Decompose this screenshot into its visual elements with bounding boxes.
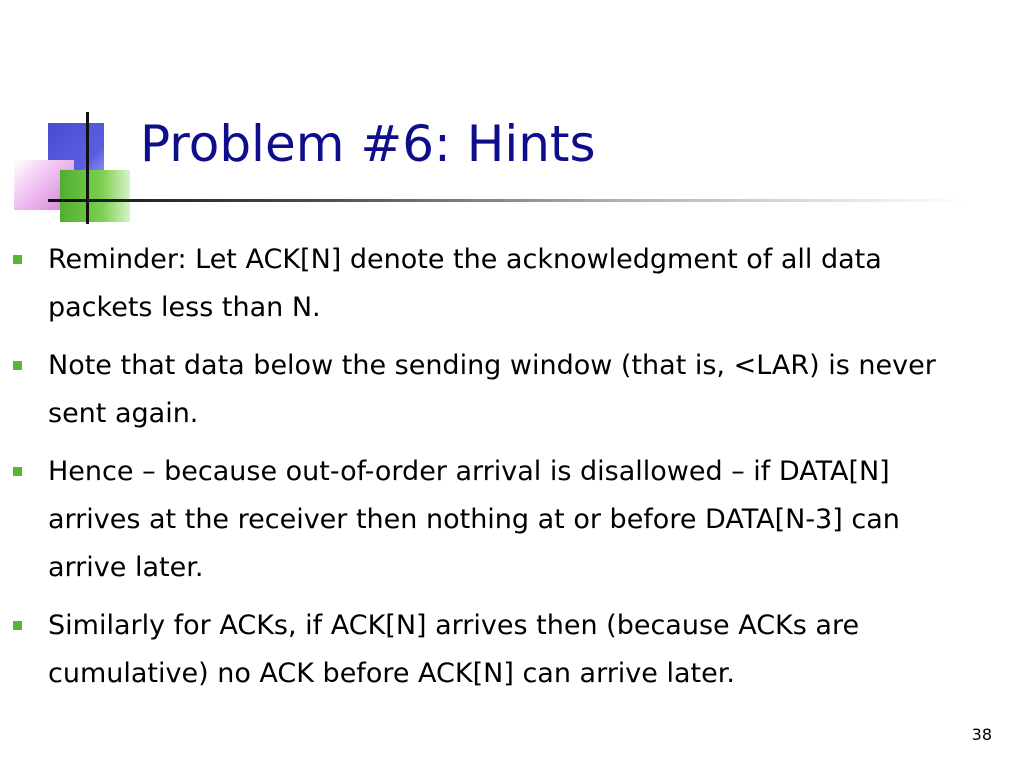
- bullet-square-icon: [13, 361, 22, 370]
- bullet-square-icon: [13, 255, 22, 264]
- bullet-square-icon: [13, 621, 22, 630]
- title-underline: [88, 199, 968, 202]
- bullet-text: Reminder: Let ACK[N] denote the acknowledgment of all data packets less than N.: [48, 244, 882, 323]
- bullet-text: Note that data below the sending window (that is, <LAR) is never sent again.: [48, 350, 936, 429]
- logo-vertical-line: [86, 112, 89, 224]
- slide-logo-decoration: [0, 0, 150, 240]
- slide-number: 38: [971, 725, 992, 744]
- bullet-item: [0, 236, 988, 332]
- bullet-item: [0, 342, 958, 438]
- slide-title: Problem #6: Hints: [140, 115, 596, 173]
- bullet-text: Similarly for ACKs, if ACK[N] arrives then (because ACKs are cumulative) no ACK before ACK[N] can arrive later.: [48, 610, 860, 689]
- bullet-item: [0, 602, 978, 698]
- logo-green-square: [60, 170, 130, 222]
- bullet-item: [0, 448, 928, 592]
- bullet-text: Hence – because out-of-order arrival is disallowed – if DATA[N] arrives at the receiver then nothing at or before DATA[N-3] can arrive later.: [48, 456, 900, 583]
- bullet-list: [0, 236, 1000, 708]
- bullet-square-icon: [13, 467, 22, 476]
